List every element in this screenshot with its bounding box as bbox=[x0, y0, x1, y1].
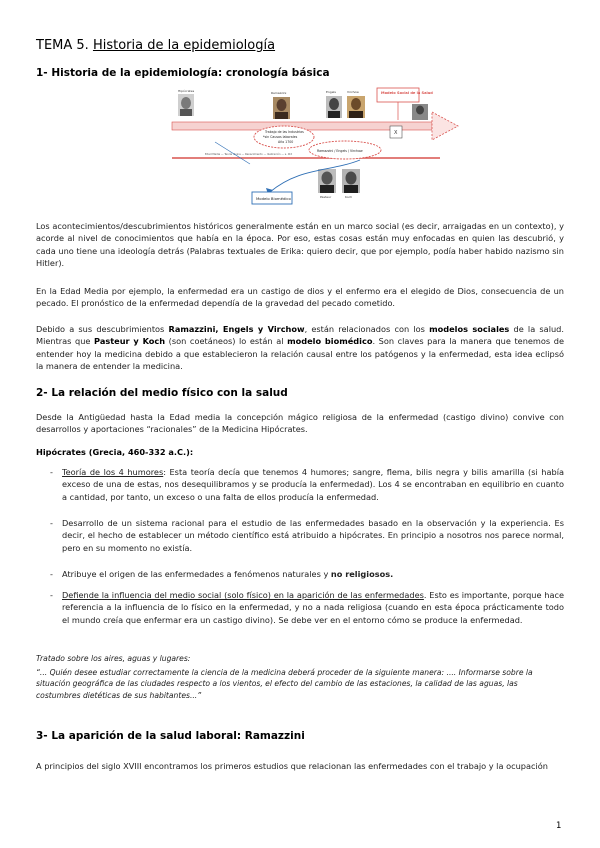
bullet-3: - Atribuye el origen de las enfermedades a fenómenos naturales y no religiosos. bbox=[50, 569, 394, 579]
portrait-label-pasteur: Pasteur bbox=[320, 195, 332, 199]
portrait-label-hipocrates: Hipócrates bbox=[178, 89, 195, 93]
bullet-1: - Teoría de los 4 humores: Esta teoría decía que tenemos 4 humores; sangre, flema, bilis negra y bilis amarilla (si había exceso de una de estas, nos desequilibramos y se producía la enfermedad). Los 4 se encontraban en equilibrio en cuanto a cantidad, por tanto, un exceso o una falta de ellos producía la enfermedad. bbox=[50, 467, 564, 502]
quote-text: “... Quién desee estudiar correctamente la ciencia de la medicina deberá proceder de la siguiente manera: .... Informarse sobre la situación geográfica de las ciudades respecto a los vientos, el efecto del cambio de las estaciones, la calidad de las aguas, las costumbres dietéticas de sus habitantes...” bbox=[36, 668, 533, 700]
portrait-label-virchow: Virchow bbox=[347, 90, 359, 94]
portrait-label-ramazzini: Ramazzini bbox=[271, 91, 287, 95]
box-modelo-biomedico-label: Modelo Biomédico bbox=[256, 196, 291, 201]
paragraph-3: Debido a sus descubrimientos Ramazzini, Engels y Virchow, están relacionados con los modelos sociales de la salud. Mientras que Pasteur y Koch (son coetáneos) lo están al modelo biomédico. Son claves para la manera que tenemos de entender hoy la medicina debido a que establecieron la relación causal entre los patógenos y la enfermedad, esta idea eclipsó la manera de entender la medicina. bbox=[36, 324, 565, 372]
portrait-hipocrates bbox=[178, 89, 195, 116]
portrait-right-group bbox=[412, 104, 428, 120]
box-question-label: X bbox=[394, 130, 398, 136]
timeline-base-text: Edad Media — Teoría divina — Renacimiento — Ilustración — s. XIX bbox=[205, 153, 293, 156]
section2-subhead: Hipócrates (Grecia, 460-332 a.C.): bbox=[36, 447, 194, 457]
portrait-pasteur bbox=[318, 169, 336, 199]
bullet-4: - Defiende la influencia del medio social (solo físico) en la aparición de las enfermedades. Esto es importante, porque hace referencia a la influencia de lo físico en la enfermedad, y no a nada religiosa (cuando en esta época prácticamente todo el mundo creía que enfermar era un castigo divino). Se debe ver en el entorno cómo se produce la enfermedad. bbox=[50, 590, 565, 625]
box-modelo-social-label: Modelo Social de la Salud bbox=[381, 91, 433, 95]
section1-heading: 1- Historia de la epidemiología: cronología básica bbox=[36, 67, 330, 79]
portrait-label-engels: Engels bbox=[326, 90, 336, 94]
portrait-virchow bbox=[347, 90, 365, 118]
ellipse-left-line-3: Año 1700 bbox=[278, 140, 294, 144]
timeline-figure bbox=[0, 82, 600, 212]
page-number: 1 bbox=[556, 821, 562, 831]
paragraph-1: Los acontecimientos/descubrimientos históricos generalmente están en un marco social (es decir, arraigadas en un contexto), y acorde al nivel de conocimientos que había en la época. Por eso, estas cosas están muy enfocadas en quien las descubrió, y cada uno tiene una ideología detrás (Palabras textuales de Erika: quiero decir, que por ejemplo, podía haber habido nazismo sin Hitler). bbox=[36, 221, 564, 269]
ellipse-left-line-2: *sin Causas laborales bbox=[263, 135, 298, 139]
portrait-engels bbox=[326, 90, 342, 118]
section3-heading: 3- La aparición de la salud laboral: Ramazzini bbox=[36, 730, 305, 742]
section2-intro: Desde la Antigüedad hasta la Edad media la concepción mágico religiosa de la enfermedad (castigo divino) convive con desarrollos y aportaciones “racionales” de la Medicina Hipócrates. bbox=[36, 412, 564, 435]
section2-heading: 2- La relación del medio físico con la salud bbox=[36, 387, 288, 399]
paragraph-2: En la Edad Media por ejemplo, la enfermedad era un castigo de dios y el enfermo era el elegido de Dios, consecuencia de un pecado. El pronóstico de la enfermedad dependía de la gravedad del pecado cometido. bbox=[36, 286, 564, 309]
title-text: Historia de la epidemiología bbox=[92, 38, 276, 53]
ellipse-left-line-1: Trabajo de las Industrias bbox=[265, 130, 304, 134]
timeline-arrow-head bbox=[432, 112, 458, 140]
portrait-label-koch: Koch bbox=[345, 195, 353, 199]
portrait-ramazzini bbox=[271, 91, 290, 119]
bullet-2: - Desarrollo de un sistema racional para el estudio de las enfermedades basado en la observación y la experiencia. Es decir, el hecho de establecer un método científico está atribuido a hipócrates. En principio a nosotros nos parece normal, pero en su momento no existía. bbox=[50, 518, 564, 553]
page-title bbox=[36, 38, 275, 53]
section3-intro: A principios del siglo XVIII encontramos los primeros estudios que relacionan las enfermedades con el trabajo y la ocupación bbox=[36, 761, 548, 771]
portrait-koch bbox=[342, 169, 360, 199]
quote-title: Tratado sobre los aires, aguas y lugares: bbox=[36, 654, 191, 663]
title-prefix: TEMA 5. bbox=[36, 38, 89, 53]
ellipse-right-text: Ramazzini / Engels / Virchow bbox=[317, 149, 363, 153]
